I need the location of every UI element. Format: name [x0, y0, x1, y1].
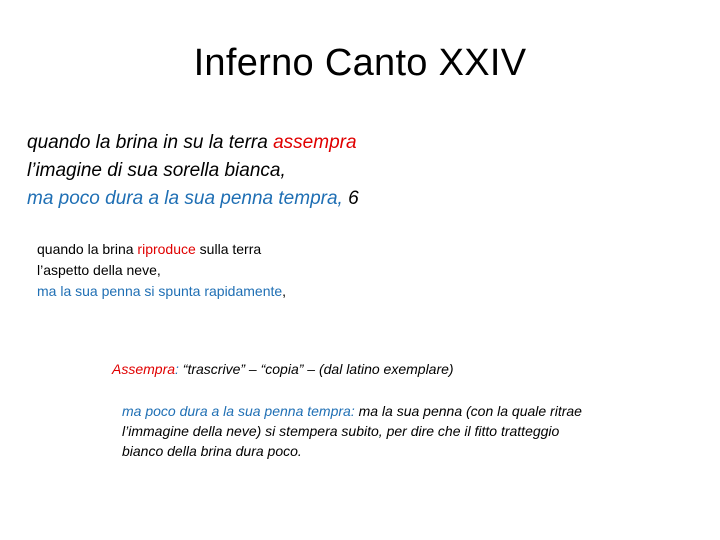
paraphrase-line-1 [37, 239, 286, 260]
note-tempra-term: ma poco dura a la sua penna tempra: [122, 403, 355, 419]
verse-highlight-assempra: assempra [273, 132, 357, 153]
paraphrase-line-3-text: ma la sua penna si spunta rapidamente [37, 283, 283, 299]
verse-number: 6 [348, 188, 359, 209]
note-tempra-line-1 [122, 401, 582, 421]
verse-line-3 [27, 185, 359, 213]
note-assempra-line [112, 359, 454, 379]
paraphrase-line-2: l’aspetto della neve, [37, 262, 161, 278]
paraphrase-line-1-c: sulla terra [195, 241, 262, 257]
verse-line-1-text: quando la brina in su la terra [27, 132, 274, 153]
page-title: Inferno Canto XXIV [193, 42, 527, 84]
note-assempra [112, 359, 454, 379]
note-tempra-line-1-text: ma la sua penna (con la quale ritrae [354, 403, 582, 419]
paraphrase-block [37, 239, 286, 302]
verse-line-1 [27, 129, 359, 157]
verse-line-3-text: ma poco dura a la sua penna tempra, [27, 188, 349, 209]
verse-block [27, 129, 359, 213]
paraphrase-line-1-a: quando la brina [37, 241, 138, 257]
verse-line-2: l’imagine di sua sorella bianca, [27, 160, 286, 181]
note-assempra-colon: : [175, 361, 179, 377]
note-tempra [122, 401, 582, 461]
note-assempra-text: “trascrive” – “copia” – (dal latino exemplare) [178, 361, 454, 377]
paraphrase-comma: , [282, 283, 287, 299]
note-tempra-line-3: bianco della brina dura poco. [122, 443, 302, 459]
note-assempra-term: Assempra [112, 361, 176, 377]
note-tempra-line-2: l’immagine della neve) si stempera subito, per dire che il fitto tratteggio [122, 423, 560, 439]
paraphrase-line-3 [37, 281, 286, 302]
paraphrase-highlight-riproduce: riproduce [137, 241, 196, 257]
